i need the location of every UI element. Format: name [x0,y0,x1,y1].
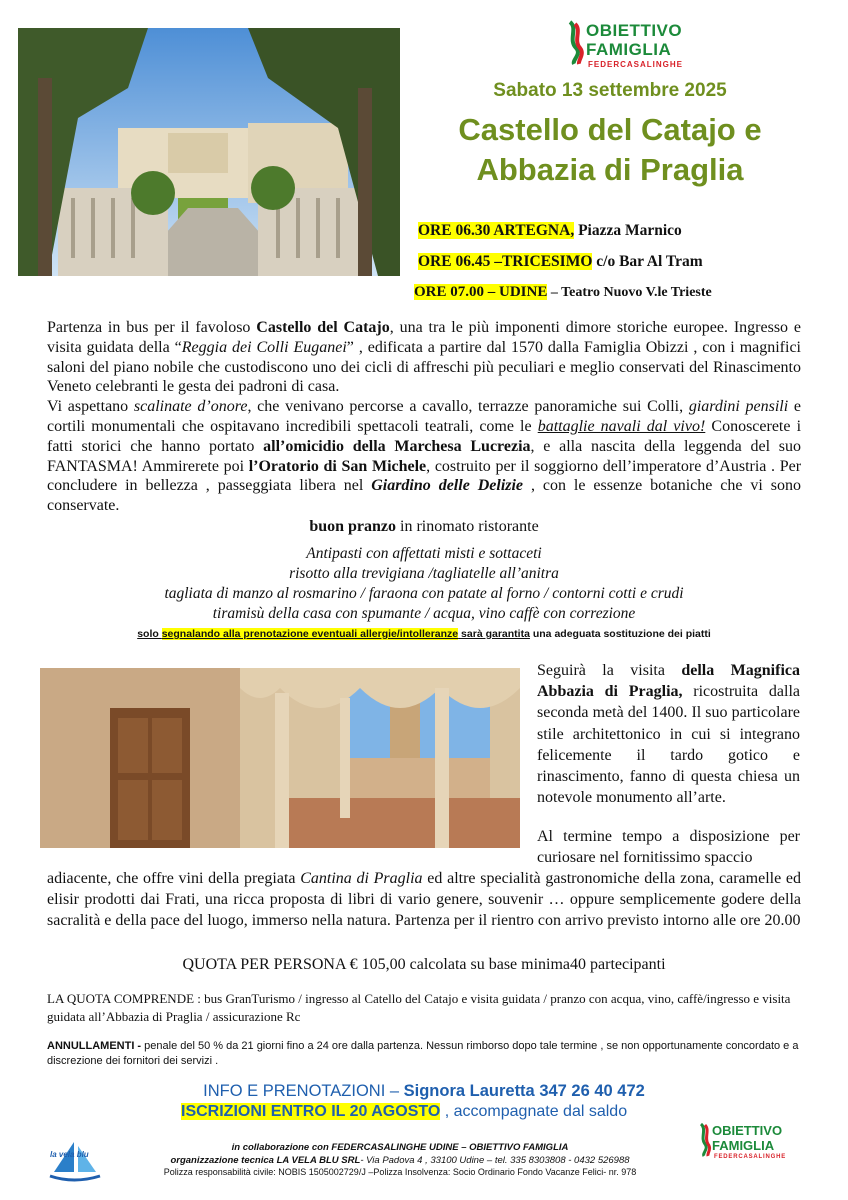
intro-text [47,318,801,516]
departure-place: c/o Bar Al Tram [592,253,703,270]
title-line2: Abbazia di Praglia [476,152,744,187]
departure-time: ORE 06.45 –TRICESIMO [418,253,593,270]
menu-item: Antipasti con affettati misti e sottaceti [306,545,542,562]
menu-item: tiramisù della casa con spumante / acqua, vino caffè con correzione [212,605,636,622]
abbey-photo [40,668,520,848]
info-line: INFO E PRENOTAZIONI – Signora Lauretta 347 26 40 472 [203,1082,645,1100]
logo-line3: FEDERCASALINGHE [714,1154,787,1160]
menu-item: tagliata di manzo al rosmarino / faraona con patate al forno / contorni cotti e crudi [164,585,684,602]
departure-place: Piazza Marnico [574,222,682,239]
departure-time: ORE 07.00 – UDINE [414,284,548,300]
logo-line2: FAMIGLIA [712,1138,775,1153]
obiettivo-famiglia-logo-footer [698,1120,818,1166]
footer-insurance: Polizza responsabilità civile: NOBIS 1505002729/J –Polizza Insolvenza: Socio Ordinario Fondo Vacanze Felici- nr. 978 [163,1167,637,1177]
abbey-paragraph-2a: Al termine tempo a disposizione per curiosare nel fornitissimo spaccio [537,828,800,867]
intro-paragraph-2: Vi aspettano scalinate d’onore, che venivano percorse a cavallo, terrazze panoramiche sui Colli, giardini pensili e cortili monumentali che ospitavano incredibili spettacoli teatrali, come le battaglie navali dal vivo! Conoscerete i fatti storici che hanno portato all’omicidio della Marchesa Lucrezia, e alla nascita della leggenda del suo FANTASMA! Ammirerete poi l’Oratorio di San Michele, costruito per il soggiorno dell’imperatore d’Austria . Per concludere in bellezza , passeggiata libera nel Giardino delle Delizie , con le essenze botaniche che vi sono conservate. [47,398,802,515]
obiettivo-famiglia-logo [566,18,746,74]
departure-time: ORE 06.30 ARTEGNA, [418,222,575,239]
deadline-line: ISCRIZIONI ENTRO IL 20 AGOSTO , accompagnate dal saldo [181,1103,628,1120]
departure-udine [414,284,712,301]
includes-text: LA QUOTA COMPRENDE : bus GranTurismo / ingresso al Catello del Catajo e visita guidata / pranzo con acqua, vino, caffè/ingresso e visita guidata all’Abbazia di Praglia / assicurazione Rc [47,991,791,1024]
abbey-paragraph-1: Seguirà la visita della Magnifica Abbazia di Praglia, ricostruita dalla seconda metà del 1400. Il suo particolare stile architettonico in cui si integrano felicemente il tardo gotico e rinascimento, fanno di questa chiesa un notevole monumento all’arte. [537,662,800,807]
sailboat-icon [44,1138,106,1184]
footer-organization: organizzazione tecnica LA VELA BLU SRL- Via Padova 4 , 33100 Udine – tel. 335 8303808 - 0432 526988 [170,1155,630,1166]
title-line1: Castello del Catajo e [458,112,762,147]
la-vela-blu-logo [44,1138,106,1184]
departure-tricesimo [418,253,703,271]
price-line: QUOTA PER PERSONA € 105,00 calcolata su base minima40 partecipanti [182,956,666,973]
abbey-paragraph-2b: adiacente, che offre vini della pregiata Cantina di Praglia ed altre specialità gastronomiche della zona, caramelle ed elisir prodotti dai Frati, una ricca proposta di libri di vario genere, souvenir … oppure semplicemente godere della sacralità e della pace del luogo, immerso nella natura. Partenza per il rientro con arrivo previsto intorno alle ore 20.00 [47,870,802,930]
cancellation-text: ANNULLAMENTI - penale del 50 % da 21 giorni fino a 24 ore dalla partenza. Nessun rimborso dopo tale termine , se non opportunamente concordato e a discrezione dei fornitori dei servizi . [47,1040,799,1067]
footer-collaboration: in collaborazione con FEDERCASALINGHE UDINE – OBIETTIVO FAMIGLIA [231,1142,569,1153]
logo-line1: OBIETTIVO [712,1123,783,1138]
departure-artegna [418,222,682,240]
intro-paragraph-1: Partenza in bus per il favoloso Castello del Catajo, una tra le più imponenti dimore storiche europee. Ingresso e visita guidata della “Reggia dei Colli Euganei” , edificata a partire dal 1570 dalla Famiglia Obizzi , con i magnifici saloni del piano nobile che custodiscono uno dei cicli di affreschi più peculiari e meglio conservati del Rinascimento Veneto celebranti le gesta dei padroni di casa. [47,319,802,396]
lunch-heading: buon pranzo in rinomato ristorante [309,518,539,535]
flag-icon [566,20,588,66]
logo-line3: FEDERCASALINGHE [588,60,684,69]
menu-item: risotto alla trevigiana /tagliatelle all’anitra [289,565,559,582]
logo-line2: FAMIGLIA [586,40,672,59]
departure-place: – Teatro Nuovo V.le Trieste [547,285,712,300]
event-date: Sabato 13 settembre 2025 [493,80,727,101]
vela-logo-text: la vela blu [50,1150,89,1159]
allergy-note: solo segnalando alla prenotazione eventuali allergie/intolleranze sarà garantita una adeguata sostituzione dei piatti [137,628,711,640]
lunch-menu [0,544,848,624]
castle-photo [18,28,400,276]
logo-line1: OBIETTIVO [586,21,683,40]
